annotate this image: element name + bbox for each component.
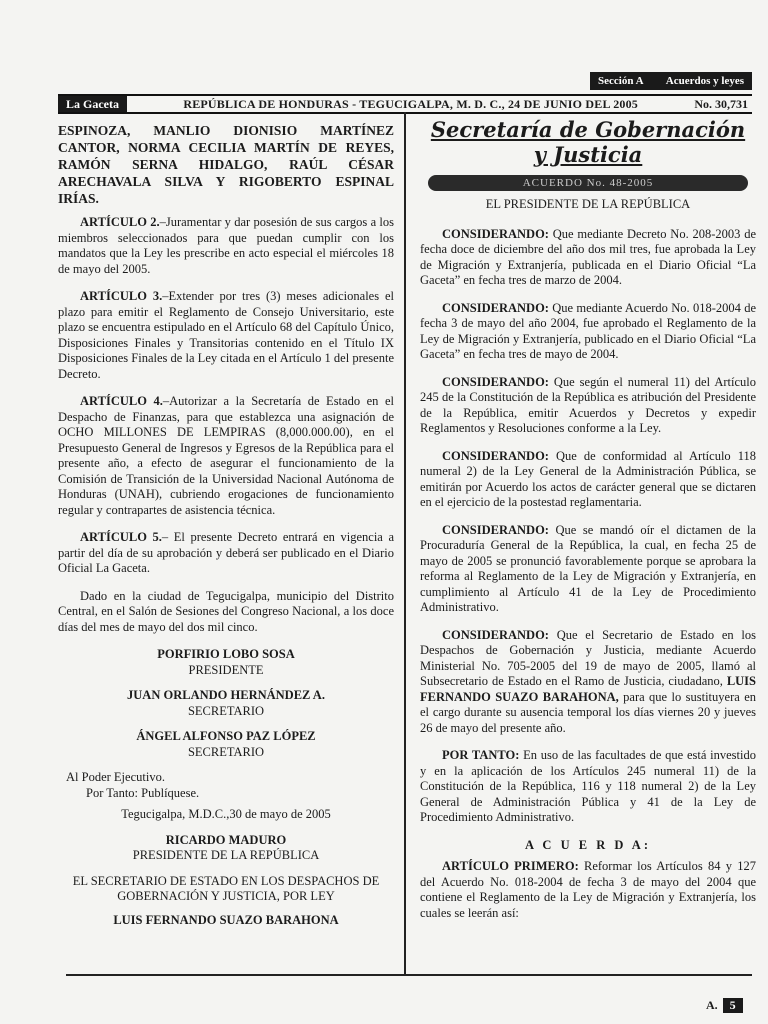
considerando-6 xyxy=(420,628,756,737)
article-5-text: – El presente Decreto entrará en vigencia a partir del día de su aprobación y deberá ser publicado en el Diario Oficial La Gaceta. xyxy=(58,530,394,575)
right-column xyxy=(420,117,756,933)
page-number: 5 xyxy=(723,998,743,1013)
signatory-name: ÁNGEL ALFONSO PAZ LÓPEZ xyxy=(136,729,316,743)
considerando-text: Que de conformidad al Artículo 118 numeral 2) de la Ley General de la Administración Pública, se emitirán por Acuerdo los actos de carácter general que se dictaren en el ejercicio de la postestad reglamentaria. xyxy=(420,448,756,509)
newspaper-name: La Gaceta xyxy=(58,96,127,112)
considerando-text: Que el Secretario de Estado en los Despachos de Gobernación y Justicia, mediante Acuerdo Ministerial No. 705-2005 del 19 de mayo de 2005, llamó al Subsecretario de Estado en el Ramo de Justicia, ciudadano, xyxy=(420,627,756,688)
section-heading-line-1: Secretaría de Gobernación xyxy=(430,117,746,142)
por-tanto-label: POR TANTO: xyxy=(442,748,520,762)
masthead xyxy=(58,94,752,114)
section-tag xyxy=(590,72,752,90)
considerando-text-cont: para que lo sustituyera en el cargo durante su ausencia temporal los días viernes 20 y jueves 26 de mayo del presente año. xyxy=(420,689,756,735)
articulo-primero xyxy=(420,859,756,921)
al-poder-ejecutivo: Al Poder Ejecutivo. xyxy=(66,770,165,784)
considerando-label: CONSIDERANDO: xyxy=(442,448,549,463)
page-number-badge xyxy=(706,998,743,1013)
page-section-letter: A. xyxy=(706,998,718,1012)
member-names: ESPINOZA, MANLIO DIONISIO MARTÍNEZ CANTOR, NORMA CECILIA MARTÍN DE REYES, RAMÓN SERNA HIDALGO, RAÚL CÉSAR ARECHAVALA SILVA Y RIGOBERTO ESPINAL IRÍAS. xyxy=(58,123,394,206)
considerando-text: Que se mandó oír el dictamen de la Procuraduría General de la República, la cual, en fecha 25 de mayo de 2005 se pronunció favorablemente porque se aprobara la reforma al Reglamento de la Ley de Migración y Extranjería, en cumplimiento al Artículo 41 de la Ley de Procedimiento Administrativo. xyxy=(420,522,756,614)
por-tanto-publiquese: Por Tanto: Publíquese. xyxy=(86,785,200,800)
considerando-5 xyxy=(420,523,756,616)
column-divider xyxy=(404,112,406,974)
article-2-text: –Juramentar y dar posesión de sus cargos a los miembros seleccionados para que puedan cumplir con los mandatos que la Ley les prescribe en acto especial el miércoles 18 de mayo del 2005. xyxy=(58,215,394,276)
signature-block-5 xyxy=(58,913,394,929)
secretario-title: EL SECRETARIO DE ESTADO EN LOS DESPACHOS DE GOBERNACIÓN Y JUSTICIA, POR LEY xyxy=(72,873,380,903)
por-tanto-text: En uso de las facultades de que está investido y en la aplicación de los Artículos 245 numeral 11) de la Constitución de la República, 116 y 118 numeral 2) de la Ley General de Administración Pública y 41 de la Ley de Procedimiento Administrativo. xyxy=(420,748,756,824)
signatory-name: JUAN ORLANDO HERNÁNDEZ A. xyxy=(127,688,325,702)
signature-block-4 xyxy=(58,833,394,864)
signatory-role: SECRETARIO xyxy=(187,703,265,718)
signatory-name: PORFIRIO LOBO SOSA xyxy=(157,647,295,661)
signature-block-2 xyxy=(58,688,394,719)
signatory-name: RICARDO MADURO xyxy=(165,832,287,847)
article-3-text: –Extender por tres (3) meses adicionales el plazo para emitir el Reglamento de Consejo Universitario, este plazo se encuentra estipulado en el Artículo 68 del Capítulo Único, Disposiciones Finales y Transitorias contenido en el Título IX Disposiciones Finales de la Ley citada en el Artículo 1 del presente Decreto. xyxy=(58,289,394,381)
considerando-name: LUIS FERNANDO SUAZO BARAHONA, xyxy=(420,674,756,704)
considerando-3 xyxy=(420,375,756,437)
acuerda-heading: A C U E R D A: xyxy=(524,837,652,852)
signature-block-3 xyxy=(58,729,394,760)
considerando-label: CONSIDERANDO: xyxy=(442,627,549,642)
article-4-label: ARTÍCULO 4. xyxy=(80,394,163,408)
considerando-text: Que mediante Acuerdo No. 018-2004 de fecha 3 de mayo del año 2004, fue aprobado el Reglamento de la Ley de Migración y Extranjería, publicado en el Diario Oficial “La Gaceta” en fecha tres de mayo de 2004. xyxy=(420,300,756,361)
articulo-primero-label: ARTÍCULO PRIMERO: xyxy=(442,859,579,873)
section-label: Sección A xyxy=(598,75,644,87)
article-5-label: ARTÍCULO 5. xyxy=(80,530,162,544)
footer-rule xyxy=(66,974,752,976)
article-2 xyxy=(58,215,394,277)
considerando-label: CONSIDERANDO: xyxy=(442,374,549,389)
section-topic: Acuerdos y leyes xyxy=(665,75,744,87)
article-3-label: ARTÍCULO 3. xyxy=(80,289,163,303)
considerando-label: CONSIDERANDO: xyxy=(442,226,549,241)
articulo-primero-text: Reformar los Artículos 84 y 127 del Acuerdo No. 018-2004 de fecha 3 de mayo del 2004 que contiene el Reglamento de la Ley de Migración y Extranjería, los cuales se leerán así: xyxy=(420,859,756,920)
considerando-2 xyxy=(420,301,756,363)
signatory-role: PRESIDENTE xyxy=(188,662,264,677)
considerando-label: CONSIDERANDO: xyxy=(442,522,549,537)
article-4-text: –Autorizar a la Secretaría de Estado en el Despacho de Finanzas, para que establezca una asignación de OCHO MILLONES DE LEMPIRAS (8,000.000.00), en el Presupuesto General de Ingresos y Egresos de la República para el presente año, a efecto de asegurar el funcionamiento de la Comisión de Transición de la Universidad Nacional Autónoma de Honduras (UNAH), cubriendo erogaciones de funcionamiento regular y contrapartes de asistencia técnica. xyxy=(58,394,394,517)
article-2-label: ARTÍCULO 2. xyxy=(80,215,160,229)
article-3 xyxy=(58,289,394,382)
signatory-name: LUIS FERNANDO SUAZO BARAHONA xyxy=(113,912,339,927)
el-presidente: EL PRESIDENTE DE LA REPÚBLICA xyxy=(485,197,691,211)
considerando-1 xyxy=(420,227,756,289)
por-tanto-paragraph xyxy=(420,748,756,826)
considerando-text: Que mediante Decreto No. 208-2003 de fecha doce de diciembre del año dos mil tres, fue aprobada la Ley de Migración y Extranjería, publicada en el Diario Oficial “La Gaceta” en fecha tres de marzo de 2004. xyxy=(420,226,756,287)
left-column xyxy=(58,122,394,938)
signature-block-1 xyxy=(58,647,394,678)
acuerdo-number-bar: ACUERDO No. 48-2005 xyxy=(428,175,748,191)
dado-paragraph: Dado en la ciudad de Tegucigalpa, municipio del Distrito Central, en el Salón de Sesiones del Congreso Nacional, a los doce días del mes de mayo del dos mil cinco. xyxy=(58,588,394,634)
considerando-text: Que según el numeral 11) del Artículo 245 de la Constitución de la República es atribución del Presidente de la República, emitir Acuerdos y Decretos y expedir Reglamentos y Resoluciones conforme a la Ley. xyxy=(420,374,756,435)
considerando-label: CONSIDERANDO: xyxy=(442,300,549,315)
considerando-4 xyxy=(420,449,756,511)
place-date: Tegucigalpa, M.D.C.,30 de mayo de 2005 xyxy=(121,807,331,821)
issue-number: No. 30,731 xyxy=(694,96,748,111)
section-heading-line-2: y Justicia xyxy=(533,142,643,167)
masthead-dateline: REPÚBLICA DE HONDURAS - TEGUCIGALPA, M. D. C., 24 DE JUNIO DEL 2005 xyxy=(183,96,638,111)
signatory-role: SECRETARIO xyxy=(187,744,265,759)
article-5 xyxy=(58,530,394,577)
article-4 xyxy=(58,394,394,518)
signatory-role: PRESIDENTE DE LA REPÚBLICA xyxy=(132,848,320,862)
